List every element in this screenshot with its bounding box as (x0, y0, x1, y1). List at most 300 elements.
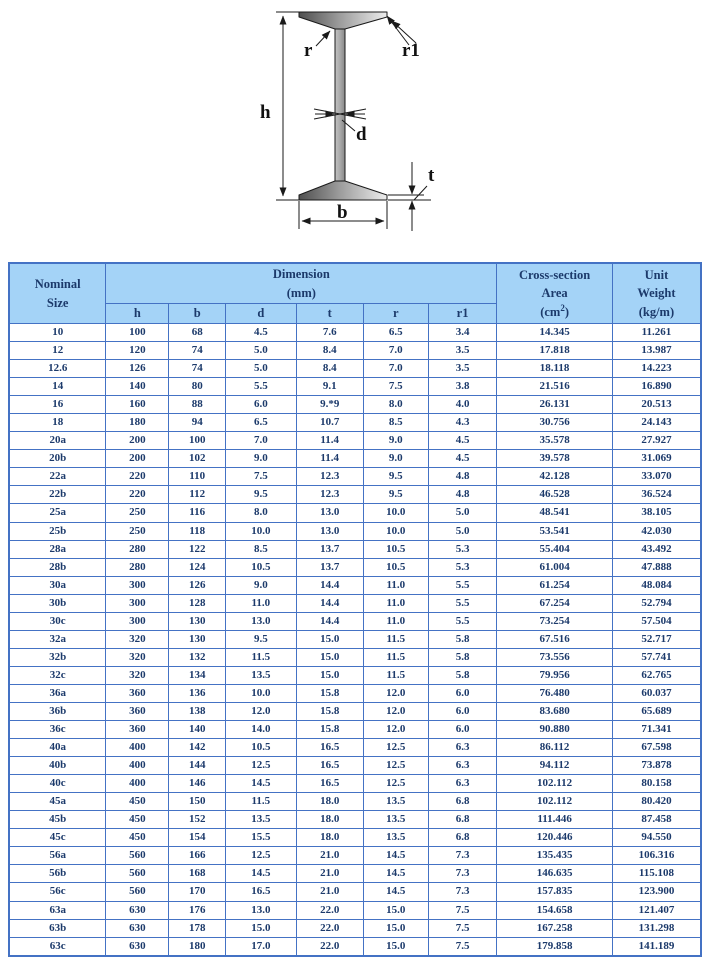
r1-cell: 3.5 (428, 360, 497, 378)
d-cell: 15.0 (226, 919, 297, 937)
r-cell: 11.0 (363, 594, 428, 612)
area-cell: 154.658 (497, 901, 613, 919)
r-cell: 7.5 (363, 378, 428, 396)
d-cell: 6.0 (226, 396, 297, 414)
table-row (9, 396, 701, 414)
weight-cell: 57.741 (612, 648, 701, 666)
r1-cell: 6.3 (428, 739, 497, 757)
area-cell: 46.528 (497, 486, 613, 504)
weight-cell: 47.888 (612, 558, 701, 576)
nominal-size-cell: 30b (9, 594, 106, 612)
r1-cell: 7.3 (428, 883, 497, 901)
h-cell: 160 (106, 396, 169, 414)
r-cell: 12.5 (363, 757, 428, 775)
d-cell: 5.5 (226, 378, 297, 396)
b-cell: 88 (169, 396, 226, 414)
nominal-size-cell: 20b (9, 450, 106, 468)
b-cell: 118 (169, 522, 226, 540)
d-cell: 12.0 (226, 702, 297, 720)
nominal-size-cell: 45c (9, 829, 106, 847)
h-cell: 250 (106, 504, 169, 522)
r1-cell: 5.3 (428, 540, 497, 558)
header-cross-section-area (497, 263, 613, 324)
weight-cell: 31.069 (612, 450, 701, 468)
table-row (9, 450, 701, 468)
header-area-unit: $(cm^2)$ (540, 302, 569, 320)
diagram-label-h: h (260, 102, 271, 123)
t-cell: 8.4 (296, 360, 363, 378)
b-cell: 180 (169, 937, 226, 956)
r1-cell: 5.8 (428, 666, 497, 684)
table-row (9, 793, 701, 811)
area-cell: 111.446 (497, 811, 613, 829)
b-cell: 138 (169, 702, 226, 720)
area-cell: 73.254 (497, 612, 613, 630)
r-cell: 13.5 (363, 829, 428, 847)
h-cell: 280 (106, 540, 169, 558)
r-cell: 9.5 (363, 486, 428, 504)
b-cell: 110 (169, 468, 226, 486)
r1-cell: 4.8 (428, 468, 497, 486)
r1-cell: 5.3 (428, 558, 497, 576)
weight-cell: 11.261 (612, 324, 701, 342)
weight-cell: 52.717 (612, 630, 701, 648)
table-row (9, 757, 701, 775)
b-cell: 168 (169, 865, 226, 883)
r1-cell: 7.3 (428, 847, 497, 865)
r1-cell: 5.0 (428, 504, 497, 522)
table-row (9, 576, 701, 594)
r-cell: 12.0 (363, 721, 428, 739)
header-weight-unit: (kg/m) (638, 304, 675, 319)
area-cell: 157.835 (497, 883, 613, 901)
area-cell: 102.112 (497, 775, 613, 793)
b-cell: 166 (169, 847, 226, 865)
r1-cell: 6.0 (428, 702, 497, 720)
r1-cell: 6.3 (428, 757, 497, 775)
h-cell: 360 (106, 721, 169, 739)
weight-cell: 38.105 (612, 504, 701, 522)
nominal-size-cell: 32a (9, 630, 106, 648)
r-cell: 12.5 (363, 739, 428, 757)
nominal-size-cell: 36c (9, 721, 106, 739)
t-cell: 13.7 (296, 558, 363, 576)
r-cell: 10.5 (363, 540, 428, 558)
d-cell: 5.0 (226, 360, 297, 378)
table-row (9, 721, 701, 739)
header-weight-line1: Unit (644, 268, 669, 283)
h-cell: 300 (106, 576, 169, 594)
d-cell: 17.0 (226, 937, 297, 956)
b-cell: 74 (169, 360, 226, 378)
h-cell: 200 (106, 450, 169, 468)
d-cell: 7.0 (226, 432, 297, 450)
weight-cell: 131.298 (612, 919, 701, 937)
weight-cell: 115.108 (612, 865, 701, 883)
r1-cell: 7.5 (428, 919, 497, 937)
r1-cell: 4.0 (428, 396, 497, 414)
t-cell: 12.3 (296, 486, 363, 504)
nominal-size-cell: 30c (9, 612, 106, 630)
d-cell: 7.5 (226, 468, 297, 486)
d-cell: 11.5 (226, 793, 297, 811)
header-dim-b: b (169, 304, 226, 324)
table-row (9, 360, 701, 378)
h-cell: 320 (106, 630, 169, 648)
t-cell: 15.0 (296, 630, 363, 648)
r1-cell: 5.5 (428, 576, 497, 594)
r-cell: 15.0 (363, 937, 428, 956)
area-cell: 67.254 (497, 594, 613, 612)
b-cell: 132 (169, 648, 226, 666)
r1-cell: 5.5 (428, 612, 497, 630)
weight-cell: 73.878 (612, 757, 701, 775)
nominal-size-cell: 28b (9, 558, 106, 576)
area-cell: 17.818 (497, 342, 613, 360)
nominal-size-cell: 28a (9, 540, 106, 558)
table-row (9, 324, 701, 342)
r1-cell: 4.3 (428, 414, 497, 432)
t-cell: 16.5 (296, 775, 363, 793)
t-cell: 22.0 (296, 937, 363, 956)
area-cell: 61.004 (497, 558, 613, 576)
table-row (9, 648, 701, 666)
d-cell: 11.0 (226, 594, 297, 612)
header-dim-d: d (226, 304, 297, 324)
weight-cell: 57.504 (612, 612, 701, 630)
area-cell: 86.112 (497, 739, 613, 757)
d-cell: 4.5 (226, 324, 297, 342)
b-cell: 94 (169, 414, 226, 432)
nominal-size-cell: 12.6 (9, 360, 106, 378)
nominal-size-cell: 18 (9, 414, 106, 432)
table-row (9, 540, 701, 558)
area-cell: 73.556 (497, 648, 613, 666)
nominal-size-cell: 63a (9, 901, 106, 919)
header-dim-r: r (363, 304, 428, 324)
r1-cell: 7.3 (428, 865, 497, 883)
area-cell: 167.258 (497, 919, 613, 937)
t-cell: 15.8 (296, 721, 363, 739)
weight-cell: 87.458 (612, 811, 701, 829)
r1-cell: 5.8 (428, 630, 497, 648)
ibeam-drawing (240, 0, 490, 240)
nominal-size-cell: 56a (9, 847, 106, 865)
r-cell: 10.5 (363, 558, 428, 576)
weight-cell: 67.598 (612, 739, 701, 757)
d-cell: 13.5 (226, 811, 297, 829)
r1-cell: 7.5 (428, 937, 497, 956)
b-cell: 122 (169, 540, 226, 558)
h-cell: 560 (106, 883, 169, 901)
weight-cell: 24.143 (612, 414, 701, 432)
t-cell: 13.7 (296, 540, 363, 558)
r1-cell: 4.5 (428, 450, 497, 468)
h-cell: 400 (106, 757, 169, 775)
r-cell: 11.0 (363, 576, 428, 594)
r-cell: 9.0 (363, 432, 428, 450)
weight-cell: 36.524 (612, 486, 701, 504)
table-row (9, 594, 701, 612)
nominal-size-cell: 32b (9, 648, 106, 666)
r-cell: 15.0 (363, 901, 428, 919)
weight-cell: 60.037 (612, 684, 701, 702)
table-row (9, 612, 701, 630)
header-area-line1: Cross-section (518, 267, 591, 282)
nominal-size-cell: 25a (9, 504, 106, 522)
table-row (9, 486, 701, 504)
table-row (9, 630, 701, 648)
b-cell: 128 (169, 594, 226, 612)
nominal-size-cell: 10 (9, 324, 106, 342)
weight-cell: 62.765 (612, 666, 701, 684)
weight-cell: 71.341 (612, 721, 701, 739)
table-row (9, 847, 701, 865)
t-cell: 22.0 (296, 919, 363, 937)
area-cell: 83.680 (497, 702, 613, 720)
b-cell: 178 (169, 919, 226, 937)
r1-cell: 6.8 (428, 811, 497, 829)
t-cell: 16.5 (296, 757, 363, 775)
area-cell: 18.118 (497, 360, 613, 378)
nominal-size-cell: 63b (9, 919, 106, 937)
table-row (9, 666, 701, 684)
r1-cell: 6.8 (428, 829, 497, 847)
r-cell: 11.0 (363, 612, 428, 630)
h-cell: 100 (106, 324, 169, 342)
ibeam-diagram (0, 0, 710, 240)
b-cell: 130 (169, 630, 226, 648)
r1-cell: 3.4 (428, 324, 497, 342)
table-row (9, 739, 701, 757)
nominal-size-cell: 12 (9, 342, 106, 360)
b-cell: 146 (169, 775, 226, 793)
d-cell: 9.0 (226, 576, 297, 594)
r-cell: 9.0 (363, 450, 428, 468)
t-cell: 8.4 (296, 342, 363, 360)
t-cell: 14.4 (296, 576, 363, 594)
r-cell: 14.5 (363, 883, 428, 901)
nominal-size-cell: 22b (9, 486, 106, 504)
h-cell: 320 (106, 648, 169, 666)
t-cell: 15.8 (296, 684, 363, 702)
nominal-size-cell: 30a (9, 576, 106, 594)
t-cell: 11.4 (296, 450, 363, 468)
header-dimension (106, 263, 497, 304)
t-cell: 11.4 (296, 432, 363, 450)
header-nominal-line1: Nominal (34, 277, 81, 292)
header-nominal-size (9, 263, 106, 324)
r-cell: 12.0 (363, 702, 428, 720)
diagram-label-r: r (304, 40, 313, 61)
h-cell: 220 (106, 468, 169, 486)
r-cell: 10.0 (363, 504, 428, 522)
h-cell: 400 (106, 775, 169, 793)
nominal-size-cell: 25b (9, 522, 106, 540)
d-cell: 6.5 (226, 414, 297, 432)
table-row (9, 775, 701, 793)
area-cell: 135.435 (497, 847, 613, 865)
nominal-size-cell: 45b (9, 811, 106, 829)
b-cell: 154 (169, 829, 226, 847)
nominal-size-cell: 20a (9, 432, 106, 450)
h-cell: 200 (106, 432, 169, 450)
d-cell: 10.0 (226, 684, 297, 702)
h-cell: 630 (106, 919, 169, 937)
r1-cell: 5.8 (428, 648, 497, 666)
header-dim-t: t (296, 304, 363, 324)
table-row (9, 522, 701, 540)
d-cell: 15.5 (226, 829, 297, 847)
weight-cell: 33.070 (612, 468, 701, 486)
h-cell: 180 (106, 414, 169, 432)
bottom-flange (299, 181, 387, 200)
b-cell: 74 (169, 342, 226, 360)
h-cell: 320 (106, 666, 169, 684)
r-cell: 13.5 (363, 793, 428, 811)
nominal-size-cell: 16 (9, 396, 106, 414)
header-unit-weight (612, 263, 701, 324)
b-cell: 80 (169, 378, 226, 396)
table-row (9, 432, 701, 450)
t-cell: 21.0 (296, 865, 363, 883)
h-cell: 360 (106, 702, 169, 720)
h-cell: 450 (106, 829, 169, 847)
r1-cell: 7.5 (428, 901, 497, 919)
r-cell: 15.0 (363, 919, 428, 937)
table-row (9, 937, 701, 956)
t-cell: 10.7 (296, 414, 363, 432)
b-cell: 142 (169, 739, 226, 757)
r-cell: 11.5 (363, 630, 428, 648)
r1-cell: 6.3 (428, 775, 497, 793)
nominal-size-cell: 40b (9, 757, 106, 775)
t-cell: 18.0 (296, 811, 363, 829)
d-cell: 13.0 (226, 612, 297, 630)
diagram-label-d: d (356, 124, 367, 145)
weight-cell: 27.927 (612, 432, 701, 450)
table-row (9, 378, 701, 396)
h-cell: 126 (106, 360, 169, 378)
h-cell: 300 (106, 594, 169, 612)
header-dim-h: h (106, 304, 169, 324)
b-cell: 140 (169, 721, 226, 739)
h-cell: 250 (106, 522, 169, 540)
r1-cell: 6.8 (428, 793, 497, 811)
b-cell: 126 (169, 576, 226, 594)
h-cell: 120 (106, 342, 169, 360)
b-cell: 150 (169, 793, 226, 811)
diagram-label-r1: r1 (402, 40, 420, 61)
d-cell: 13.0 (226, 901, 297, 919)
b-cell: 144 (169, 757, 226, 775)
header-nominal-line2: Size (46, 295, 69, 310)
h-cell: 220 (106, 486, 169, 504)
r1-cell: 3.5 (428, 342, 497, 360)
area-cell: 26.131 (497, 396, 613, 414)
b-cell: 112 (169, 486, 226, 504)
weight-cell: 141.189 (612, 937, 701, 956)
d-cell: 5.0 (226, 342, 297, 360)
t-cell: 13.0 (296, 504, 363, 522)
header-dimension-title: Dimension (272, 267, 330, 282)
d-cell: 14.0 (226, 721, 297, 739)
area-cell: 55.404 (497, 540, 613, 558)
area-cell: 94.112 (497, 757, 613, 775)
t-cell: 15.0 (296, 666, 363, 684)
h-cell: 280 (106, 558, 169, 576)
table-row (9, 504, 701, 522)
nominal-size-cell: 36b (9, 702, 106, 720)
b-cell: 170 (169, 883, 226, 901)
t-cell: 14.4 (296, 612, 363, 630)
d-cell: 10.5 (226, 558, 297, 576)
d-cell: 8.5 (226, 540, 297, 558)
area-cell: 76.480 (497, 684, 613, 702)
r-cell: 8.5 (363, 414, 428, 432)
weight-cell: 52.794 (612, 594, 701, 612)
d-cell: 14.5 (226, 865, 297, 883)
header-dim-r1: r1 (428, 304, 497, 324)
h-cell: 300 (106, 612, 169, 630)
r-cell: 7.0 (363, 342, 428, 360)
weight-cell: 121.407 (612, 901, 701, 919)
nominal-size-cell: 63c (9, 937, 106, 956)
t-cell: 18.0 (296, 793, 363, 811)
header-dimension-unit: (mm) (286, 285, 316, 300)
weight-cell: 14.223 (612, 360, 701, 378)
h-cell: 630 (106, 901, 169, 919)
t-cell: 21.0 (296, 847, 363, 865)
t-cell: 15.8 (296, 702, 363, 720)
weight-cell: 80.420 (612, 793, 701, 811)
d-cell: 10.5 (226, 739, 297, 757)
r1-cell: 6.0 (428, 684, 497, 702)
weight-cell: 43.492 (612, 540, 701, 558)
nominal-size-cell: 40c (9, 775, 106, 793)
area-cell: 35.578 (497, 432, 613, 450)
r-cell: 13.5 (363, 811, 428, 829)
r1-cell: 3.8 (428, 378, 497, 396)
area-cell: 120.446 (497, 829, 613, 847)
weight-cell: 94.550 (612, 829, 701, 847)
top-flange (299, 12, 387, 29)
nominal-size-cell: 40a (9, 739, 106, 757)
r-cell: 12.5 (363, 775, 428, 793)
d-cell: 11.5 (226, 648, 297, 666)
b-cell: 176 (169, 901, 226, 919)
table-row (9, 684, 701, 702)
area-cell: 48.541 (497, 504, 613, 522)
weight-cell: 123.900 (612, 883, 701, 901)
area-cell: 14.345 (497, 324, 613, 342)
b-cell: 116 (169, 504, 226, 522)
weight-cell: 42.030 (612, 522, 701, 540)
t-cell: 12.3 (296, 468, 363, 486)
area-cell: 179.858 (497, 937, 613, 956)
nominal-size-cell: 56c (9, 883, 106, 901)
ibeam-spec-table (8, 262, 702, 957)
weight-cell: 65.689 (612, 702, 701, 720)
b-cell: 100 (169, 432, 226, 450)
b-cell: 136 (169, 684, 226, 702)
r-cell: 11.5 (363, 648, 428, 666)
t-cell: 15.0 (296, 648, 363, 666)
diagram-label-b: b (337, 202, 348, 223)
area-cell: 102.112 (497, 793, 613, 811)
table-row (9, 865, 701, 883)
r-cell: 14.5 (363, 847, 428, 865)
